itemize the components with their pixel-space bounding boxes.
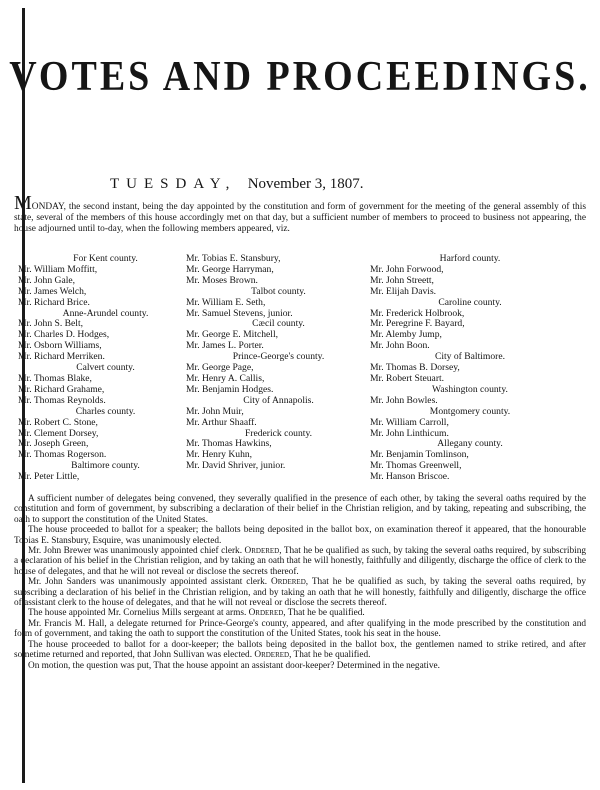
proceedings-paragraph (14, 577, 586, 608)
paragraph-text: The house proceeded to ballot for a door-keeper; the ballots being deposited in the ballot box, the gentlemen named to strike retired, and after sometime returned and reported, that John Sullivan was elected. (14, 639, 586, 661)
county-header: Allegany county. (437, 438, 503, 450)
members-column-1 (18, 254, 193, 483)
members-column-3 (370, 254, 570, 483)
member-name: Mr. Charles D. Hodges, (18, 329, 110, 341)
dateline-day: TUESDAY, (110, 176, 237, 192)
member-name: Mr. Osborn Williams, (18, 340, 102, 352)
ordered-keyword: Ordered, (254, 650, 292, 661)
county-header: Montgomery county. (429, 405, 511, 417)
member-name: Mr. John Boon. (370, 340, 430, 352)
member-name: Mr. Alemby Jump, (370, 329, 442, 341)
member-name: Mr. David Shriver, junior. (186, 460, 286, 472)
paragraph-text: Mr. John Brewer was unanimously appointed chief clerk. (28, 546, 245, 557)
member-name: Mr. Richard Merriken. (18, 351, 105, 363)
member-name: Mr. Henry A. Callis, (186, 372, 265, 384)
member-name: Mr. George Page, (186, 362, 254, 374)
county-header: Calvert county. (76, 362, 135, 374)
member-name: Mr. Robert C. Stone, (18, 416, 98, 428)
ordered-keyword: Ordered, (271, 577, 309, 588)
county-header: Prince-George's county. (232, 351, 325, 363)
county-header: Caroline county. (438, 296, 502, 308)
paragraph-text: That he be qualified. (291, 650, 371, 661)
county-header: Harford county. (439, 253, 501, 264)
member-name: Mr. Benjamin Tomlinson, (370, 449, 469, 461)
members-column-2 (186, 254, 371, 472)
county-header: City of Baltimore. (434, 351, 506, 363)
member-name: Mr. Robert Steuart. (370, 372, 445, 384)
intro-paragraph (14, 192, 586, 234)
member-name: Mr. Thomas Hawkins, (186, 438, 272, 450)
member-name: Mr. James Welch, (18, 285, 87, 297)
member-name: Mr. Clement Dorsey, (18, 427, 99, 439)
ordered-keyword: Ordered, (244, 546, 282, 557)
dateline-date: November 3, 1807. (247, 176, 364, 192)
paragraph-text: That he be qualified as such, by taking the several oaths required, by subscribing a declaration of his belief in the Christian religion, and by taking an oath that he will honestly, faithfully and diligently, discharge the office of assistant clerk to the house of delegates, and that he will not reveal or disclose the secrets thereof. (14, 577, 586, 609)
county-header: Baltimore county. (71, 460, 140, 472)
member-name: Mr. Henry Kuhn, (186, 449, 253, 461)
ordered-keyword: Ordered, (248, 608, 286, 619)
county-header: Anne-Arundel county. (62, 307, 149, 319)
member-name: Mr. Thomas Reynolds. (18, 394, 106, 406)
paragraph-text: That he be qualified. (285, 608, 365, 619)
member-name: Mr. George Harryman, (186, 263, 274, 275)
proceedings-paragraph: The house proceeded to ballot for a speaker; the ballots being deposited in the ballot box, on examination thereof it appeared, that the honourable Tobias E. Stansbury, Esquire, was unanimously elected. (14, 525, 586, 546)
member-name: Mr. John Forwood, (370, 263, 444, 275)
member-name: Mr. Benjamin Hodges. (186, 383, 274, 395)
proceedings-paragraph (14, 546, 586, 577)
member-name: Mr. William Carroll, (370, 416, 449, 428)
member-name: Mr. Thomas Rogerson. (18, 449, 107, 461)
member-name: Mr. John Streett, (370, 274, 434, 286)
member-name: Mr. John S. Belt, (18, 318, 84, 330)
member-name: Mr. William E. Seth, (186, 296, 266, 308)
member-name: Mr. William Moffitt, (18, 263, 98, 275)
county-header: Frederick county. (244, 427, 313, 439)
member-name: Mr. Peter Little, (18, 471, 80, 483)
county-header: For Kent county. (73, 253, 138, 264)
proceedings-paragraph: Mr. Francis M. Hall, a delegate returned for Prince-George's county, appeared, and after qualifying in the mode prescribed by the constitution and form of government, and taking the oath to support the constitution of the United States, took his seat in the house. (14, 618, 586, 640)
member-name: Mr. Arthur Shaaff. (186, 416, 257, 428)
proceedings-paragraph (14, 608, 586, 618)
member-name: Mr. John Bowles. (370, 394, 438, 406)
county-header: Charles county. (75, 405, 136, 417)
page-title: VOTES AND PROCEEDINGS. (9, 53, 591, 101)
member-name: Mr. Joseph Green, (18, 438, 89, 450)
member-name: Mr. James L. Porter. (186, 340, 264, 352)
member-name: Mr. George E. Mitchell, (186, 329, 279, 341)
county-header: City of Annapolis. (243, 394, 314, 406)
member-name: Mr. John Muir, (186, 405, 244, 417)
proceedings-paragraph: A sufficient number of delegates being convened, they severally qualified in the presence of each other, by taking the several oaths required by the constitution and form of government, by subscribing a declaration of their belief in the Christian religion, and by taking, repeating and subscribing, the oath to support the constitution of the United States. (14, 494, 586, 525)
member-name: Mr. Thomas Blake, (18, 372, 92, 384)
members-list (14, 254, 594, 490)
drop-cap: M (14, 192, 32, 214)
member-name: Mr. Thomas Greenwell, (370, 460, 462, 472)
intro-text: ONDAY, the second instant, being the day appointed by the constitution and form of government for the meeting of the general assembly of this state, several of the members of this house accordingly met on that day, but a sufficient number of members to proceed to business not appearing, the house adjourned until to-day, when the following members appeared, viz. (14, 202, 586, 234)
dateline (110, 176, 510, 193)
member-name: Mr. Richard Brice. (18, 296, 90, 308)
county-header: Cæcil county. (252, 318, 305, 330)
member-name: Mr. Moses Brown. (186, 274, 258, 286)
paragraph-text: The house appointed Mr. Cornelius Mills sergeant at arms. (28, 608, 249, 619)
member-name: Mr. Samuel Stevens, junior. (186, 307, 293, 319)
member-name: Mr. Tobias E. Stansbury, (186, 253, 281, 264)
proceedings-text (14, 494, 586, 671)
member-name: Mr. Richard Grahame, (18, 383, 105, 395)
county-header: Washington county. (432, 383, 508, 395)
county-header: Talbot county. (251, 285, 306, 297)
member-name: Mr. Peregrine F. Bayard, (370, 318, 465, 330)
member-name: Mr. Frederick Holbrook, (370, 307, 465, 319)
member-name: Mr. John Linthicum. (370, 427, 449, 439)
member-name: Mr. Hanson Briscoe. (370, 471, 450, 483)
member-name: Mr. John Gale, (18, 274, 76, 286)
proceedings-paragraph (14, 640, 586, 661)
paragraph-text: Mr. John Sanders was unanimously appointed assistant clerk. (28, 577, 272, 588)
member-name: Mr. Elijah Davis. (370, 285, 437, 297)
proceedings-paragraph: On motion, the question was put, That the house appoint an assistant door-keeper? Determined in the negative. (28, 660, 440, 671)
member-name: Mr. Thomas B. Dorsey, (370, 362, 460, 374)
paragraph-text: That he be qualified as such, by taking the several oaths required, by subscribing a declaration of his belief in the Christian religion, and by taking an oath that he will honestly, faithfully and diligently, discharge the office of clerk to the house of delegates, and that he will not reveal or disclose the secrets thereof. (14, 546, 586, 577)
